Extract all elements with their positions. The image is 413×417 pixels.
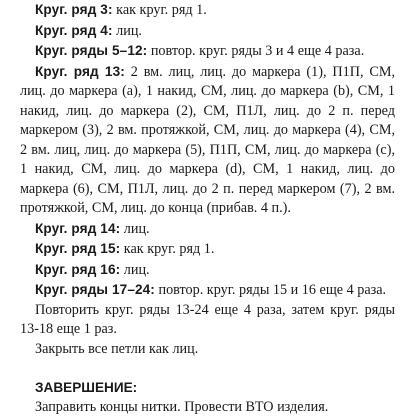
row-4 bbox=[20, 21, 395, 42]
row-14 bbox=[20, 219, 395, 240]
row-16 bbox=[20, 260, 395, 281]
finishing-heading: ЗАВЕРШЕНИЕ: bbox=[20, 378, 395, 398]
row-13-text: 2 вм. лиц, лиц. до маркера (1), П1П, СМ, лиц. до маркера (a), 1 накид, СМ, лиц. до маркера (b), СМ, 1 накид, лиц. до маркера (2), СМ, П1Л, лиц. до 2 п. перед маркером (3), 2 вм. протяжкой, СМ, лиц. до маркера (4), СМ, 2 вм. лиц, лиц. до маркера (5), П1П, СМ, лиц. до маркера (c), 1 накид, СМ, лиц. до маркера (d), СМ, 1 накид, лиц. до маркера (6), СМ, П1Л, лиц. до 2 п. перед маркером (7), 2 вм. протяжкой, СМ, лиц. до конца (прибав. 4 п.). bbox=[20, 64, 395, 217]
rows-17-24-label: Круг. ряды 17–24: bbox=[35, 282, 155, 297]
row-16-label: Круг. ряд 16: bbox=[35, 262, 120, 277]
finishing-text: Заправить концы нитки. Провести ВТО изделия. bbox=[20, 398, 395, 417]
row-4-label: Круг. ряд 4: bbox=[35, 23, 113, 38]
row-13-label: Круг. ряд 13: bbox=[35, 64, 125, 79]
repeat-instruction: Повторить круг. ряды 13-24 еще 4 раза, затем круг. ряды 13-18 еще 1 раз. bbox=[20, 301, 395, 340]
row-15 bbox=[20, 239, 395, 260]
row-15-label: Круг. ряд 15: bbox=[35, 241, 120, 256]
rows-17-24-text: повтор. круг. ряды 15 и 16 еще 4 раза. bbox=[155, 282, 386, 298]
row-3-label: Круг. ряд 3: bbox=[35, 2, 113, 17]
row-16-text: лиц. bbox=[120, 262, 149, 278]
row-4-text: лиц. bbox=[113, 23, 142, 39]
section-gap bbox=[20, 359, 395, 378]
rows-5-12 bbox=[20, 41, 395, 62]
row-13 bbox=[20, 62, 395, 219]
bind-off-instruction: Закрыть все петли как лиц. bbox=[20, 340, 395, 360]
row-3 bbox=[20, 0, 395, 21]
rows-5-12-label: Круг. ряды 5–12: bbox=[35, 43, 147, 58]
row-3-text: как круг. ряд 1. bbox=[113, 2, 207, 18]
row-14-text: лиц. bbox=[120, 221, 149, 237]
row-15-text: как круг. ряд 1. bbox=[120, 241, 214, 257]
rows-17-24 bbox=[20, 280, 395, 301]
rows-5-12-text: повтор. круг. ряды 3 и 4 еще 4 раза. bbox=[147, 43, 364, 59]
row-14-label: Круг. ряд 14: bbox=[35, 221, 120, 236]
